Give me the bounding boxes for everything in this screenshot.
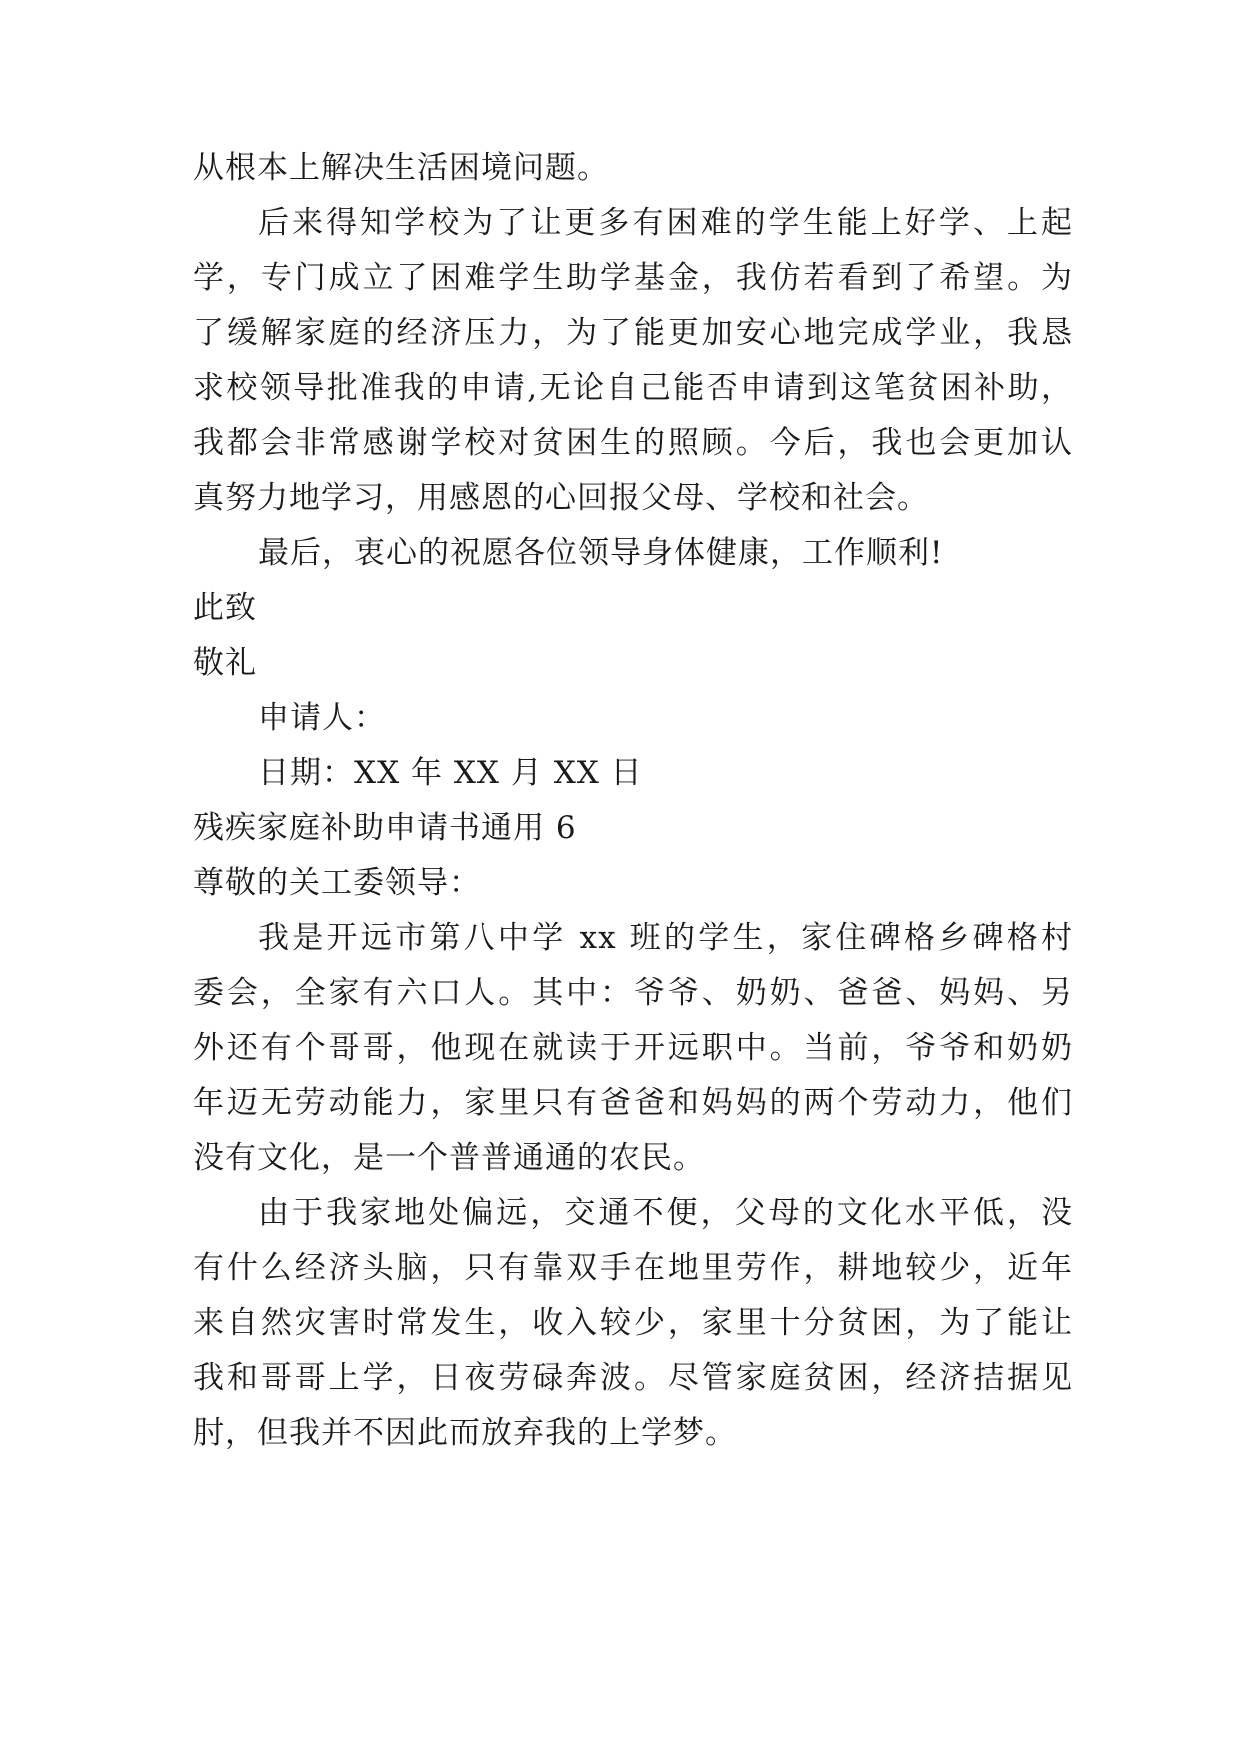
text-line: 真努力地学习，用感恩的心回报父母、学校和社会。 — [193, 480, 929, 516]
text-line: 有什么经济头脑，只有靠双手在地里劳作，耕地较少，近年 — [193, 1250, 1073, 1286]
closing-wish: 最后，衷心的祝愿各位领导身体健康，工作顺利! — [258, 535, 944, 571]
text-line: 我和哥哥上学，日夜劳碌奔波。尽管家庭贫困，经济拮据见 — [193, 1360, 1073, 1396]
date-line: 日期：XX 年 XX 月 XX 日 — [258, 755, 643, 791]
text-line: 年迈无劳动能力，家里只有爸爸和妈妈的两个劳动力，他们 — [193, 1085, 1073, 1121]
text-line: 了缓解家庭的经济压力，为了能更加安心地完成学业，我恳 — [193, 315, 1073, 351]
text-line: 外还有个哥哥，他现在就读于开远职中。当前，爷爷和奶奶 — [193, 1030, 1073, 1066]
addressee: 尊敬的关工委领导： — [193, 865, 481, 901]
text-line: 从根本上解决生活困境问题。 — [193, 150, 609, 186]
paragraph-first-line: 由于我家地处偏远，交通不便，父母的文化水平低，没 — [258, 1195, 1073, 1231]
salutation-cizhi: 此致 — [193, 590, 257, 626]
salutation-jingli: 敬礼 — [193, 645, 257, 681]
text-line: 我都会非常感谢学校对贫困生的照顾。今后，我也会更加认 — [193, 425, 1073, 461]
paragraph-first-line: 我是开远市第八中学 xx 班的学生，家住碑格乡碑格村 — [258, 920, 1073, 956]
text-line: 委会，全家有六口人。其中：爷爷、奶奶、爸爸、妈妈、另 — [193, 975, 1073, 1011]
applicant-label: 申请人： — [258, 700, 386, 736]
text-line: 来自然灾害时常发生，收入较少，家里十分贫困，为了能让 — [193, 1305, 1073, 1341]
paragraph-first-line: 后来得知学校为了让更多有困难的学生能上好学、上起 — [258, 205, 1073, 241]
text-line: 求校领导批准我的申请,无论自己能否申请到这笔贫困补助， — [193, 370, 1073, 406]
text-line: 肘，但我并不因此而放弃我的上学梦。 — [193, 1415, 737, 1451]
text-line: 学，专门成立了困难学生助学基金，我仿若看到了希望。为 — [193, 260, 1073, 296]
text-line: 没有文化，是一个普普通通的农民。 — [193, 1140, 705, 1176]
section-title: 残疾家庭补助申请书通用 6 — [193, 810, 577, 846]
